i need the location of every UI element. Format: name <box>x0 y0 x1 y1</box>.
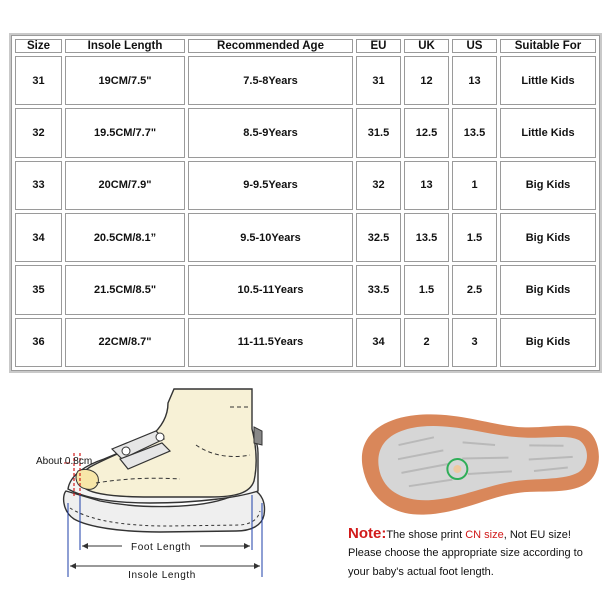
cell-eu: 33.5 <box>356 265 401 314</box>
cell-age: 10.5-11Years <box>188 265 353 314</box>
table-row <box>15 213 596 262</box>
header-eu: EU <box>356 39 401 53</box>
cell-size: 35 <box>15 265 62 314</box>
foot-measurement-diagram <box>0 385 340 612</box>
cell-us: 1.5 <box>452 213 497 262</box>
header-uk: UK <box>404 39 449 53</box>
cell-us: 13.5 <box>452 108 497 157</box>
note-cn-size: CN size <box>465 529 504 541</box>
cell-suitable-for: Big Kids <box>500 213 596 262</box>
cell-suitable-for: Big Kids <box>500 161 596 210</box>
cell-insole-length: 20.5CM/8.1” <box>65 213 185 262</box>
cell-insole-length: 21.5CM/8.5" <box>65 265 185 314</box>
table-row <box>15 56 596 105</box>
table-row <box>15 265 596 314</box>
table-row <box>15 108 596 157</box>
cell-insole-length: 19CM/7.5" <box>65 56 185 105</box>
cell-size: 34 <box>15 213 62 262</box>
header-us: US <box>452 39 497 53</box>
cell-insole-length: 22CM/8.7" <box>65 318 185 367</box>
cell-eu: 32 <box>356 161 401 210</box>
cell-suitable-for: Big Kids <box>500 318 596 367</box>
cell-size: 33 <box>15 161 62 210</box>
cell-us: 3 <box>452 318 497 367</box>
cell-eu: 34 <box>356 318 401 367</box>
cell-suitable-for: Little Kids <box>500 56 596 105</box>
header-recommended-age: Recommended Age <box>188 39 353 53</box>
cell-suitable-for: Big Kids <box>500 265 596 314</box>
cell-age: 8.5-9Years <box>188 108 353 157</box>
note-instruction: Please choose the appropriate size according to <box>348 547 583 559</box>
cell-age: 7.5-8Years <box>188 56 353 105</box>
cell-uk: 13 <box>404 161 449 210</box>
cell-eu: 32.5 <box>356 213 401 262</box>
gap-label: About 0.8cm <box>36 456 93 467</box>
cell-uk: 13.5 <box>404 213 449 262</box>
note-text-a: The shose print <box>386 529 466 541</box>
header-suitable-for: Suitable For <box>500 39 596 53</box>
cell-age: 9.5-10Years <box>188 213 353 262</box>
header-size: Size <box>15 39 62 53</box>
cell-uk: 12 <box>404 56 449 105</box>
cell-eu: 31 <box>356 56 401 105</box>
note-instruction-cont: your baby's actual foot length. <box>348 566 494 578</box>
cell-uk: 1.5 <box>404 265 449 314</box>
cell-uk: 12.5 <box>404 108 449 157</box>
cell-insole-length: 20CM/7.9" <box>65 161 185 210</box>
cell-us: 1 <box>452 161 497 210</box>
cell-insole-length: 19.5CM/7.7" <box>65 108 185 157</box>
cell-us: 2.5 <box>452 265 497 314</box>
cell-age: 9-9.5Years <box>188 161 353 210</box>
size-chart-table <box>9 33 602 373</box>
note-label: Note: <box>348 525 387 542</box>
cell-size: 32 <box>15 108 62 157</box>
header-insole-length: Insole Length <box>65 39 185 53</box>
cell-us: 13 <box>452 56 497 105</box>
table-row <box>15 161 596 210</box>
size-table <box>11 35 600 371</box>
foot-length-label: Foot Length <box>131 542 191 553</box>
cell-size: 36 <box>15 318 62 367</box>
insole-length-label: Insole Length <box>128 570 196 581</box>
cell-uk: 2 <box>404 318 449 367</box>
cell-size: 31 <box>15 56 62 105</box>
cell-suitable-for: Little Kids <box>500 108 596 157</box>
table-header-row <box>15 39 596 53</box>
sole-photo <box>340 385 612 525</box>
cell-age: 11-11.5Years <box>188 318 353 367</box>
foot-shape <box>81 389 256 497</box>
cell-eu: 31.5 <box>356 108 401 157</box>
note-text-c: , Not EU size! <box>503 529 571 541</box>
note-line <box>348 525 571 542</box>
table-row <box>15 318 596 367</box>
